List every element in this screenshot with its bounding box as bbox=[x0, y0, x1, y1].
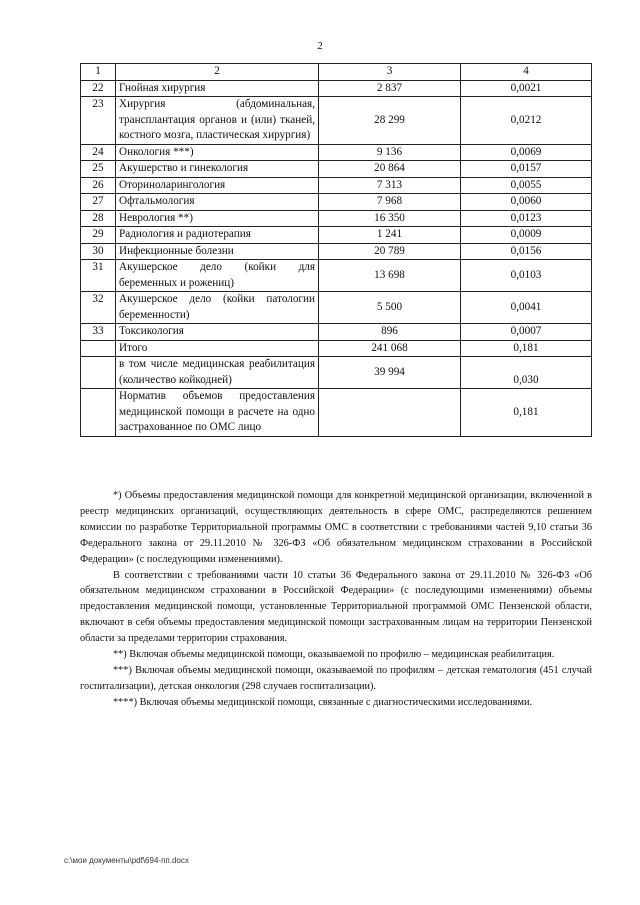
footnotes bbox=[80, 488, 592, 711]
volume-cell: 896 bbox=[319, 324, 461, 341]
volume-cell: 2 837 bbox=[319, 80, 461, 97]
norm-cell: 0,181 bbox=[461, 340, 592, 357]
profile-name-cell: Хирургия (абдоминальная, трансплантация органов и (или) тканей, костного мозга, пластическая хирургия) bbox=[116, 97, 319, 145]
volume-cell: 5 500 bbox=[319, 292, 461, 324]
norm-cell: 0,0041 bbox=[461, 292, 592, 324]
header-cell: 4 bbox=[461, 64, 592, 81]
footnote: В соответствии с требованиями части 10 статьи 36 Федерального закона от 29.11.2010 № 326-ФЗ «Об обязательном медицинском страховании в Российской Федерации» (с последующими изменениями) объемы предоставления медицинской помощи, установленные Территориальной программой ОМС Пензенской области, включают в себя объемы предоставления медицинской помощи застрахованным лицам на территории Пензенской области за пределами территории страхования. bbox=[80, 569, 592, 645]
row-number-cell: 25 bbox=[81, 161, 116, 178]
volume-cell: 39 994 bbox=[319, 357, 461, 389]
row-number-cell: 26 bbox=[81, 177, 116, 194]
volume-cell: 1 241 bbox=[319, 227, 461, 244]
table-row bbox=[81, 227, 592, 244]
table-row bbox=[81, 357, 592, 389]
norm-cell: 0,0055 bbox=[461, 177, 592, 194]
profile-name-cell: Норматив объемов предоставления медицинской помощи в расчете на одно застрахованное по ОМС лицо bbox=[116, 389, 319, 437]
row-number-cell bbox=[81, 357, 116, 389]
profile-name-cell: Неврология **) bbox=[116, 210, 319, 227]
table-row bbox=[81, 389, 592, 437]
table-row bbox=[81, 292, 592, 324]
profile-name-cell: Онкология ***) bbox=[116, 144, 319, 161]
table-row bbox=[81, 80, 592, 97]
norm-cell: 0,030 bbox=[461, 357, 592, 389]
row-number-cell: 28 bbox=[81, 210, 116, 227]
footnote: ***) Включая объемы медицинской помощи, оказываемой по профилям – детская гематология (451 случай госпитализации), детская онкология (298 случаев госпитализации). bbox=[80, 664, 592, 692]
row-number-cell bbox=[81, 340, 116, 357]
volume-cell: 16 350 bbox=[319, 210, 461, 227]
header-cell: 3 bbox=[319, 64, 461, 81]
volume-cell: 13 698 bbox=[319, 260, 461, 292]
profile-name-cell: Офтальмология bbox=[116, 194, 319, 211]
norm-cell: 0,0103 bbox=[461, 260, 592, 292]
row-number-cell: 29 bbox=[81, 227, 116, 244]
row-number-cell: 33 bbox=[81, 324, 116, 341]
profile-name-cell: Акушерское дело (койки патологии беременности) bbox=[116, 292, 319, 324]
table-row bbox=[81, 210, 592, 227]
table-row bbox=[81, 243, 592, 260]
profile-name-cell: Инфекционные болезни bbox=[116, 243, 319, 260]
volume-cell: 241 068 bbox=[319, 340, 461, 357]
row-number-cell: 31 bbox=[81, 260, 116, 292]
row-number-cell: 22 bbox=[81, 80, 116, 97]
volume-cell: 7 968 bbox=[319, 194, 461, 211]
profile-name-cell: Акушерское дело (койки для беременных и рожениц) bbox=[116, 260, 319, 292]
page-number: 2 bbox=[317, 40, 323, 52]
profile-name-cell: Оториноларингология bbox=[116, 177, 319, 194]
table-row bbox=[81, 144, 592, 161]
volume-cell: 9 136 bbox=[319, 144, 461, 161]
profile-name-cell: Токсикология bbox=[116, 324, 319, 341]
profile-name-cell: Итого bbox=[116, 340, 319, 357]
row-number-cell: 30 bbox=[81, 243, 116, 260]
norm-cell: 0,0123 bbox=[461, 210, 592, 227]
norm-cell: 0,181 bbox=[461, 389, 592, 437]
volume-norms-table bbox=[80, 63, 592, 437]
document-file-path: c:\мои документы\pdf\694-пп.docx bbox=[64, 856, 189, 865]
header-cell: 1 bbox=[81, 64, 116, 81]
table-row bbox=[81, 260, 592, 292]
header-cell: 2 bbox=[116, 64, 319, 81]
profile-name-cell: Гнойная хирургия bbox=[116, 80, 319, 97]
row-number-cell: 32 bbox=[81, 292, 116, 324]
table-row bbox=[81, 324, 592, 341]
footnote: **) Включая объемы медицинской помощи, оказываемой по профилю – медицинская реабилитация. bbox=[113, 649, 555, 661]
norm-cell: 0,0060 bbox=[461, 194, 592, 211]
table-row bbox=[81, 161, 592, 178]
table-row bbox=[81, 194, 592, 211]
row-number-cell bbox=[81, 389, 116, 437]
table-row bbox=[81, 340, 592, 357]
profile-name-cell: в том числе медицинская реабилитация (количество койкодней) bbox=[116, 357, 319, 389]
norm-cell: 0,0021 bbox=[461, 80, 592, 97]
footnote: *) Объемы предоставления медицинской помощи для конкретной медицинской организации, включенной в реестр медицинских организаций, осуществляющих деятельность в сфере ОМС, распределяются решением комиссии по разработке Территориальной программы ОМС в соответствии с требованиями частей 9,10 статьи 36 Федерального закона от 29.11.2010 № 326-ФЗ «Об обязательном медицинском страховании в Российской Федерации» (с последующими изменениями). bbox=[80, 490, 592, 565]
table-row bbox=[81, 177, 592, 194]
norm-cell: 0,0157 bbox=[461, 161, 592, 178]
norm-cell: 0,0212 bbox=[461, 97, 592, 145]
table-row bbox=[81, 97, 592, 145]
footnote: ****) Включая объемы медицинской помощи, связанные с диагностическими исследованиями. bbox=[113, 696, 533, 708]
norm-cell: 0,0156 bbox=[461, 243, 592, 260]
row-number-cell: 24 bbox=[81, 144, 116, 161]
volume-cell bbox=[319, 389, 461, 437]
norm-cell: 0,0009 bbox=[461, 227, 592, 244]
row-number-cell: 27 bbox=[81, 194, 116, 211]
row-number-cell: 23 bbox=[81, 97, 116, 145]
volume-cell: 20 864 bbox=[319, 161, 461, 178]
volume-cell: 20 789 bbox=[319, 243, 461, 260]
norm-cell: 0,0007 bbox=[461, 324, 592, 341]
profile-name-cell: Радиология и радиотерапия bbox=[116, 227, 319, 244]
volume-cell: 7 313 bbox=[319, 177, 461, 194]
table-header-row bbox=[81, 64, 592, 81]
profile-name-cell: Акушерство и гинекология bbox=[116, 161, 319, 178]
volume-cell: 28 299 bbox=[319, 97, 461, 145]
norm-cell: 0,0069 bbox=[461, 144, 592, 161]
